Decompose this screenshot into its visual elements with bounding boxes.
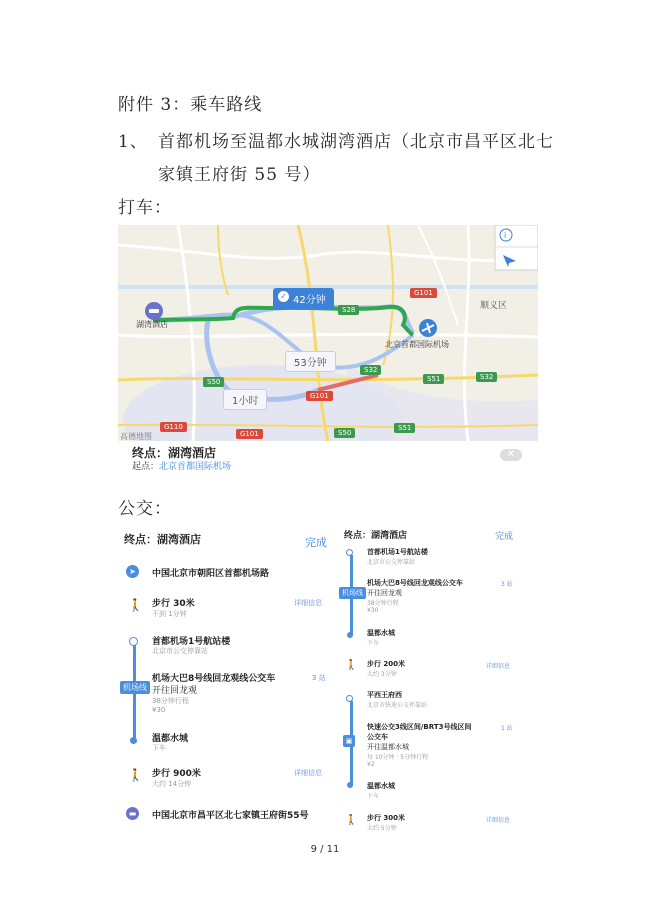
road-label: S50 [203, 377, 224, 387]
bus-direction: 开往回龙观 [152, 686, 198, 696]
alight-stop-sub: 下车 [367, 640, 380, 647]
route-label-53[interactable]: 53分钟 [285, 351, 336, 372]
alight-stop-sub: 下车 [152, 744, 166, 752]
line-tag: 机场线 [120, 681, 150, 694]
route-map[interactable] [118, 225, 538, 470]
stop-dot [129, 637, 138, 646]
map-brand-label: 高德地图 [120, 432, 152, 441]
page-number: 9 / 11 [310, 844, 340, 855]
walk-details-link-2[interactable]: 详细信息 [294, 769, 322, 777]
walk-step-2: 步行 900米 [152, 769, 201, 779]
walk-step-2-time: 大约 14分钟 [152, 780, 192, 788]
done-button[interactable]: 完成 [305, 536, 327, 549]
panel-title: 终点：湖湾酒店 [344, 531, 408, 541]
bus2-name-line1: 快速公交3线区间/BRT3号线区间 [367, 723, 472, 731]
bus-label: 公交： [118, 499, 172, 519]
board-stop-2-sub: 北京市快速公交停靠站 [367, 702, 428, 709]
road-label: G101 [306, 391, 333, 401]
bus2-direction: 开往温都水城 [367, 743, 409, 751]
stop-dot [347, 782, 353, 788]
route-label-1h[interactable]: 1小时 [223, 389, 267, 410]
board-stop: 首都机场1号航站楼 [152, 637, 231, 647]
location-arrow-icon: ➤ [126, 565, 139, 578]
road-label: G110 [160, 422, 187, 432]
taxi-label: 打车： [118, 198, 172, 218]
bus2-duration: 每 10分钟 · 5分钟行程 [367, 754, 429, 761]
start-label: 起点： [132, 462, 160, 470]
bus-stop-count: 3 站 [501, 581, 513, 588]
start-address: 中国北京市朝阳区首都机场路 [152, 569, 270, 579]
stop-dot [346, 549, 353, 556]
done-button[interactable]: 完成 [495, 532, 514, 542]
bus-stop-count: 3 站 [312, 674, 326, 682]
alight-stop-2: 温都水城 [367, 782, 395, 790]
route-summary-bar [118, 441, 538, 470]
road-label: S32 [476, 372, 497, 382]
destination-icon: ▬ [126, 807, 139, 820]
bus-icon: ▣ [343, 735, 355, 747]
walk-step-1-time: 大约 3分钟 [367, 671, 397, 678]
end-address: 中国北京市昌平区北七家镇王府街55号 [152, 811, 309, 821]
transit-panel-right [338, 523, 523, 833]
bus-price: ¥30 [152, 706, 166, 714]
bus-price: ¥30 [367, 607, 379, 614]
road-label: S32 [360, 365, 381, 375]
dest-label: 终点： [132, 446, 169, 460]
transit-panel-left [118, 525, 338, 830]
panel-title: 终点：湖湾酒店 [124, 533, 201, 546]
road-label: S51 [394, 423, 415, 433]
bus-name: 机场大巴8号线回龙观线公交车 [367, 579, 463, 587]
road-label: S50 [334, 428, 355, 438]
alight-stop: 温都水城 [152, 734, 189, 744]
alight-stop: 温都水城 [367, 629, 395, 637]
road-label: S51 [423, 374, 444, 384]
walk-icon: 🚶 [128, 598, 143, 612]
walk-details-link-2[interactable]: 详细信息 [486, 817, 511, 824]
bus-name: 机场大巴8号线回龙观线公交车 [152, 674, 276, 684]
route-time-42: 42分钟 [293, 295, 326, 306]
line-tag: 机场线 [339, 587, 366, 599]
stop-dot [347, 632, 353, 638]
walk-details-link-1[interactable]: 详细信息 [486, 663, 511, 670]
road-label: G101 [236, 429, 263, 439]
walk-step-2-time: 大约 5分钟 [367, 825, 397, 832]
walk-icon: 🚶 [345, 815, 358, 826]
start-value: 北京首都国际机场 [159, 462, 232, 470]
board-stop-sub: 北京市公交停靠站 [152, 647, 208, 655]
attachment-heading: 附件 3：乘车路线 [118, 95, 263, 115]
walk-step-1-time: 不到 1分钟 [152, 610, 187, 618]
item-text-line2: 家镇王府街 55 号） [158, 165, 321, 185]
route-icon: ✓ [278, 291, 289, 302]
walk-step-1: 步行 30米 [152, 599, 195, 609]
stop-dot [130, 737, 137, 744]
map-place-hotel: 湖湾酒店 [136, 320, 168, 329]
bus2-stop-count: 1 站 [501, 725, 513, 732]
svg-text:i: i [504, 231, 507, 240]
walk-icon: 🚶 [345, 660, 358, 671]
board-stop-sub: 北京市公交停靠站 [367, 559, 416, 566]
bus2-name-line2: 公交车 [367, 733, 388, 741]
close-icon[interactable]: ✕ [500, 449, 522, 461]
walk-icon: 🚶 [128, 768, 143, 782]
walk-step-1: 步行 200米 [367, 660, 406, 668]
board-stop: 首都机场1号航站楼 [367, 548, 428, 556]
board-stop-2: 平西王府西 [367, 691, 402, 699]
road-label: G101 [410, 288, 437, 298]
info-icon[interactable] [496, 227, 516, 245]
bus-duration: 38分钟行程 [152, 697, 189, 705]
bus2-price: ¥2 [367, 761, 375, 768]
bus-duration: 38分钟行程 [367, 600, 399, 607]
map-place-airport: 北京首都国际机场 [385, 340, 449, 349]
route-label-42[interactable] [273, 288, 334, 309]
dest-value: 湖湾酒店 [168, 446, 217, 460]
stop-dot [346, 695, 353, 702]
walk-details-link-1[interactable]: 详细信息 [294, 599, 322, 607]
compass-icon[interactable] [496, 249, 516, 267]
road-label: S28 [338, 305, 359, 315]
item-text-line1: 首都机场至温都水城湖湾酒店（北京市昌平区北七 [158, 132, 554, 152]
item-number: 1、 [118, 132, 148, 152]
alight-stop-2-sub: 下车 [367, 793, 380, 800]
bus-direction: 开往回龙观 [367, 589, 402, 597]
walk-step-2: 步行 300米 [367, 814, 406, 822]
map-place-shunyi: 顺义区 [480, 301, 508, 311]
